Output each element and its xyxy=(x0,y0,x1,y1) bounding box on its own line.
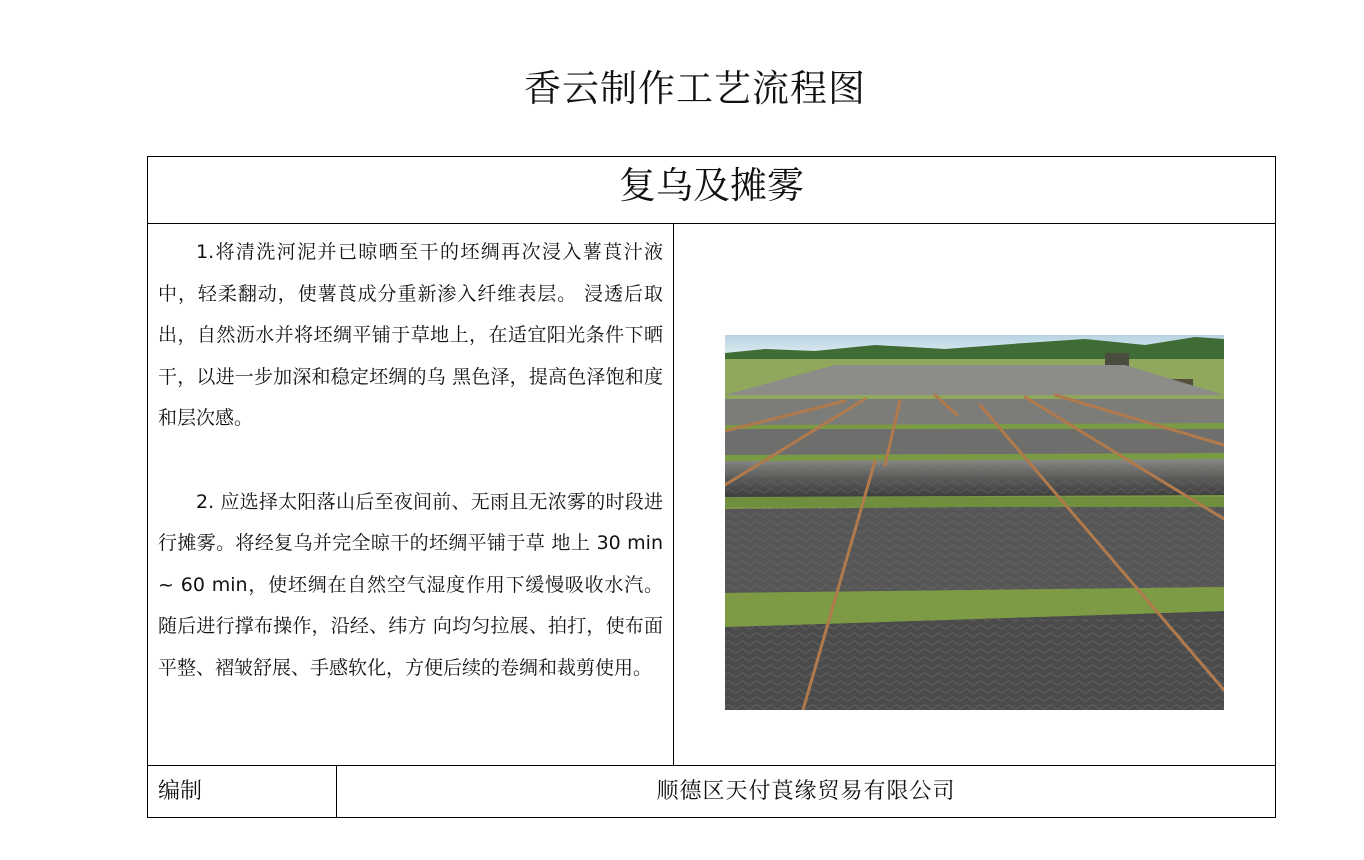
step-description xyxy=(148,224,674,765)
step-image-cell xyxy=(674,224,1275,765)
compiled-by-label: 编制 xyxy=(148,766,337,817)
document-title: 香云制作工艺流程图 xyxy=(524,67,866,110)
step-paragraph-2: 2. 应选择太阳落山后至夜间前、无雨且无浓雾的时段进行摊雾。将经复乌并完全晾干的坯绸平铺于草 地上 30 min ~ 60 min，使坯绸在自然空气湿度作用下缓慢吸收水汽。随后进行撑布操作，沿经、纬方 向均匀拉展、拍打，使布面平整、褶皱舒展、手感软化，方便后续的卷绸和裁剪使用。 xyxy=(158,490,663,679)
step-paragraph-1: 1.将清洗河泥并已晾晒至干的坯绸再次浸入薯莨汁液中，轻柔翻动，使薯莨成分重新渗入纤维表层。 浸透后取出，自然沥水并将坯绸平铺于草地上，在适宜阳光条件下晒干，以进一步加深和稳定坯绸的乌 黑色泽，提高色泽饱和度和层次感。 xyxy=(158,241,663,430)
paragraph-spacer xyxy=(158,440,663,482)
company-name: 顺德区天付莨缘贸易有限公司 xyxy=(656,779,956,804)
step-title: 复乌及摊雾 xyxy=(148,157,1275,224)
fabric-drying-photo xyxy=(725,335,1224,710)
footer-row xyxy=(148,766,1275,817)
step-body-row xyxy=(148,224,1275,766)
process-table xyxy=(147,156,1276,818)
